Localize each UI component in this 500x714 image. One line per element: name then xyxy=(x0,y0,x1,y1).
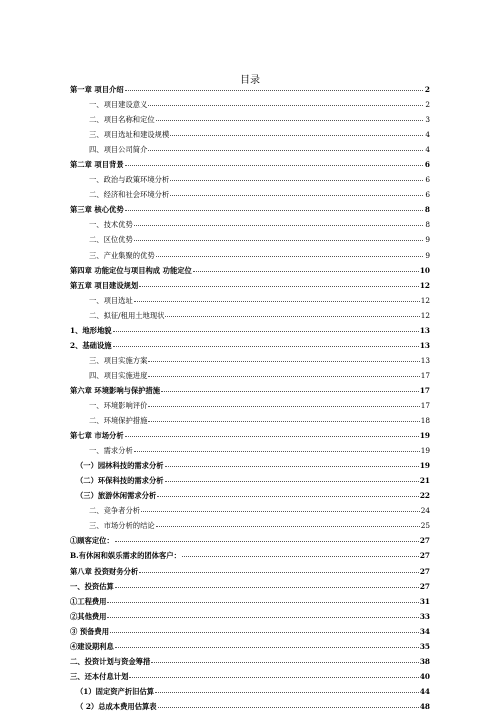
toc-leader-dots xyxy=(107,617,418,618)
toc-entry-label: 四、项目实施进度 xyxy=(89,370,148,380)
toc-entry-label: 第四章 功能定位与项目构成 功能定位 xyxy=(70,265,192,275)
toc-entry[interactable] xyxy=(70,518,430,533)
toc-entry-label: 一、需求分析 xyxy=(89,446,133,456)
toc-entry-label: ①顾客定位： xyxy=(70,536,114,546)
toc-leader-dots xyxy=(156,526,420,527)
toc-leader-dots xyxy=(157,496,419,497)
toc-entry-page-number: 2 xyxy=(425,100,430,110)
toc-leader-dots xyxy=(115,587,419,588)
toc-entry[interactable] xyxy=(70,293,430,308)
toc-entry-label: 三、市场分析的结论 xyxy=(89,521,155,531)
toc-entry-page-number: 21 xyxy=(419,476,430,486)
toc-entry-label: （1）固定资产折旧估算 xyxy=(76,686,155,696)
toc-entry-page-number: 48 xyxy=(419,701,430,711)
toc-entry-page-number: 35 xyxy=(419,641,430,651)
toc-entry-label: （三）旅游休闲需求分析 xyxy=(76,491,157,501)
toc-leader-dots xyxy=(165,466,419,467)
toc-entry[interactable] xyxy=(70,594,430,609)
toc-leader-dots xyxy=(110,632,419,633)
toc-entry-page-number: 24 xyxy=(420,506,430,516)
toc-leader-dots xyxy=(170,135,423,136)
toc-entry[interactable] xyxy=(70,82,430,97)
toc-leader-dots xyxy=(170,195,423,196)
toc-entry[interactable] xyxy=(70,413,430,428)
toc-entry-page-number: 12 xyxy=(420,295,430,305)
toc-leader-dots xyxy=(139,286,419,287)
toc-entry[interactable] xyxy=(70,428,430,443)
toc-entry[interactable] xyxy=(70,383,430,398)
toc-leader-dots xyxy=(156,120,423,121)
toc-entry[interactable] xyxy=(70,669,430,684)
toc-entry[interactable] xyxy=(70,488,430,503)
toc-entry-label: ③ 预备费用 xyxy=(70,626,110,636)
toc-entry-page-number: 6 xyxy=(425,190,430,200)
toc-entry-page-number: 3 xyxy=(425,115,430,125)
toc-entry-page-number: 22 xyxy=(419,491,430,501)
toc-entry-page-number: 4 xyxy=(425,130,430,140)
toc-entry-label: 第二章 项目背景 xyxy=(70,160,124,170)
toc-entry-label: 第七章 市场分析 xyxy=(70,431,124,441)
toc-entry-label: B.有休闲和娱乐需求的团体客户： xyxy=(70,551,181,561)
toc-leader-dots xyxy=(165,316,419,317)
toc-entry-label: 第六章 环境影响与保护措施 xyxy=(70,385,161,395)
toc-entry-page-number: 33 xyxy=(419,611,430,621)
toc-entry-label: 一、政治与政策环境分析 xyxy=(89,175,170,185)
toc-leader-dots xyxy=(129,677,418,678)
toc-entry-page-number: 25 xyxy=(420,521,430,531)
toc-entry-label: 二、项目名称和定位 xyxy=(89,115,155,125)
toc-entry[interactable] xyxy=(70,443,430,458)
toc-entry[interactable] xyxy=(70,112,430,127)
toc-leader-dots xyxy=(161,391,419,392)
toc-entry-page-number: 19 xyxy=(420,446,430,456)
toc-leader-dots xyxy=(148,406,419,407)
toc-entry[interactable] xyxy=(70,458,430,473)
toc-entry-page-number: 17 xyxy=(419,385,430,395)
toc-entry[interactable] xyxy=(70,338,430,353)
toc-leader-dots xyxy=(158,707,419,708)
toc-entry-page-number: 34 xyxy=(419,626,430,636)
toc-entry-page-number: 6 xyxy=(424,160,430,170)
toc-entry[interactable] xyxy=(70,278,430,293)
toc-leader-dots xyxy=(113,331,419,332)
toc-entry-label: 一、投资估算 xyxy=(70,581,114,591)
toc-leader-dots xyxy=(170,180,423,181)
toc-entry-label: 二、区位优势 xyxy=(89,235,133,245)
toc-entry-label: 二、竞争者分析 xyxy=(89,506,141,516)
toc-entry-label: 一、环境影响评价 xyxy=(89,400,148,410)
toc-entry-page-number: 2 xyxy=(424,85,430,94)
toc-leader-dots xyxy=(125,165,423,166)
toc-entry-label: （一）园林科技的需求分析 xyxy=(76,461,164,471)
toc-leader-dots xyxy=(107,602,418,603)
toc-leader-dots xyxy=(125,210,423,211)
toc-entry-label: （二）环保科技的需求分析 xyxy=(76,476,164,486)
toc-leader-dots xyxy=(155,692,419,693)
toc-entry-page-number: 10 xyxy=(419,265,430,275)
toc-entry[interactable] xyxy=(70,187,430,202)
toc-entry-label: 二、投资计划与资金筹措 xyxy=(70,656,151,666)
toc-entry[interactable] xyxy=(70,323,430,338)
toc-entry-label: 一、技术优势 xyxy=(89,220,133,230)
toc-entry[interactable] xyxy=(70,609,430,624)
toc-entry[interactable] xyxy=(70,127,430,142)
toc-entry-page-number: 9 xyxy=(425,235,430,245)
toc-entry-page-number: 9 xyxy=(425,250,430,260)
toc-entry[interactable] xyxy=(70,142,430,157)
toc-entry-label: ①工程费用 xyxy=(70,596,107,606)
toc-entry[interactable] xyxy=(70,699,430,714)
toc-entry-label: ④建设期利息 xyxy=(70,641,114,651)
toc-entry-label: 二、经济和社会环境分析 xyxy=(89,190,170,200)
toc-entry[interactable] xyxy=(70,398,430,413)
toc-entry-page-number: 13 xyxy=(419,340,430,350)
toc-entry[interactable] xyxy=(70,533,430,548)
toc-leader-dots xyxy=(148,421,419,422)
toc-leader-dots xyxy=(125,436,419,437)
toc-entry[interactable] xyxy=(70,564,430,579)
toc-entry[interactable] xyxy=(70,548,430,563)
toc-entry-page-number: 6 xyxy=(425,175,430,185)
toc-entry-label: 第五章 项目建设规划 xyxy=(70,280,139,290)
toc-entry-page-number: 31 xyxy=(419,596,430,606)
toc-entry-page-number: 40 xyxy=(419,671,430,681)
toc-entry-label: 二、环境保护措施 xyxy=(89,416,148,426)
toc-entry-page-number: 18 xyxy=(420,416,430,426)
toc-entry[interactable] xyxy=(70,639,430,654)
toc-entry-label: 四、项目公司简介 xyxy=(89,145,148,155)
toc-entry-page-number: 27 xyxy=(419,566,430,576)
toc-entry[interactable] xyxy=(70,157,430,172)
toc-entry-page-number: 8 xyxy=(425,220,430,230)
toc-leader-dots xyxy=(156,256,423,257)
toc-list xyxy=(70,82,430,714)
toc-leader-dots xyxy=(134,240,423,241)
toc-entry[interactable] xyxy=(70,353,430,368)
toc-leader-dots xyxy=(134,451,420,452)
toc-entry[interactable] xyxy=(70,308,430,323)
toc-leader-dots xyxy=(115,541,419,542)
toc-entry-label: 一、项目建设意义 xyxy=(89,100,148,110)
toc-entry-label: 三、还本付息计划 xyxy=(70,671,129,681)
toc-entry[interactable] xyxy=(70,263,430,278)
toc-entry-page-number: 12 xyxy=(419,280,430,290)
toc-entry-label: 三、项目选址和建设规模 xyxy=(89,130,170,140)
toc-leader-dots xyxy=(113,346,419,347)
toc-entry-page-number: 19 xyxy=(419,461,430,471)
toc-leader-dots xyxy=(141,511,420,512)
toc-entry[interactable] xyxy=(70,248,430,263)
toc-entry[interactable] xyxy=(70,473,430,488)
toc-entry-label: 二、拟征/租用土地现状 xyxy=(89,310,165,320)
toc-entry-label: 一、项目选址 xyxy=(89,295,133,305)
toc-entry[interactable] xyxy=(70,217,430,232)
toc-entry[interactable] xyxy=(70,97,430,112)
toc-entry-page-number: 13 xyxy=(420,355,430,365)
toc-entry-page-number: 27 xyxy=(419,551,430,561)
toc-entry-label: 三、项目实施方案 xyxy=(89,355,148,365)
toc-entry[interactable] xyxy=(70,202,430,217)
toc-entry[interactable] xyxy=(70,579,430,594)
toc-entry-page-number: 38 xyxy=(419,656,430,666)
toc-entry[interactable] xyxy=(70,624,430,639)
toc-entry-label: 1、地形地貌 xyxy=(70,325,112,335)
toc-entry-label: 2、基础设施 xyxy=(70,340,112,350)
toc-leader-dots xyxy=(139,572,419,573)
toc-leader-dots xyxy=(151,662,419,663)
toc-entry[interactable] xyxy=(70,684,430,699)
toc-leader-dots xyxy=(148,376,419,377)
toc-entry-page-number: 27 xyxy=(419,581,430,591)
toc-entry-label: 第八章 投资财务分析 xyxy=(70,566,139,576)
toc-entry-page-number: 27 xyxy=(419,536,430,546)
toc-leader-dots xyxy=(134,225,423,226)
toc-entry-page-number: 8 xyxy=(424,205,430,215)
toc-entry[interactable] xyxy=(70,232,430,247)
toc-entry[interactable] xyxy=(70,172,430,187)
toc-entry-page-number: 12 xyxy=(420,310,430,320)
toc-entry-label: （ 2）总成本费用估算表 xyxy=(76,701,157,711)
toc-leader-dots xyxy=(115,647,419,648)
toc-entry-label: ②其他费用 xyxy=(70,611,107,621)
toc-entry-page-number: 44 xyxy=(419,686,430,696)
toc-entry-label: 第一章 项目介绍 xyxy=(70,85,124,94)
toc-leader-dots xyxy=(134,301,420,302)
toc-entry-page-number: 13 xyxy=(419,325,430,335)
toc-leader-dots xyxy=(148,105,423,106)
toc-leader-dots xyxy=(148,361,419,362)
toc-entry[interactable] xyxy=(70,503,430,518)
toc-leader-dots xyxy=(182,556,419,557)
toc-entry-label: 三、产业集聚的优势 xyxy=(89,250,155,260)
toc-leader-dots xyxy=(148,150,423,151)
toc-entry[interactable] xyxy=(70,368,430,383)
toc-entry-page-number: 17 xyxy=(420,370,430,380)
toc-leader-dots xyxy=(193,271,419,272)
toc-entry-page-number: 4 xyxy=(425,145,430,155)
toc-leader-dots xyxy=(165,481,419,482)
toc-entry[interactable] xyxy=(70,654,430,669)
toc-title: 目录 xyxy=(240,75,260,86)
toc-entry-label: 第三章 核心优势 xyxy=(70,205,124,215)
toc-leader-dots xyxy=(125,90,423,91)
toc-entry-page-number: 19 xyxy=(419,431,430,441)
toc-entry-page-number: 17 xyxy=(420,400,430,410)
